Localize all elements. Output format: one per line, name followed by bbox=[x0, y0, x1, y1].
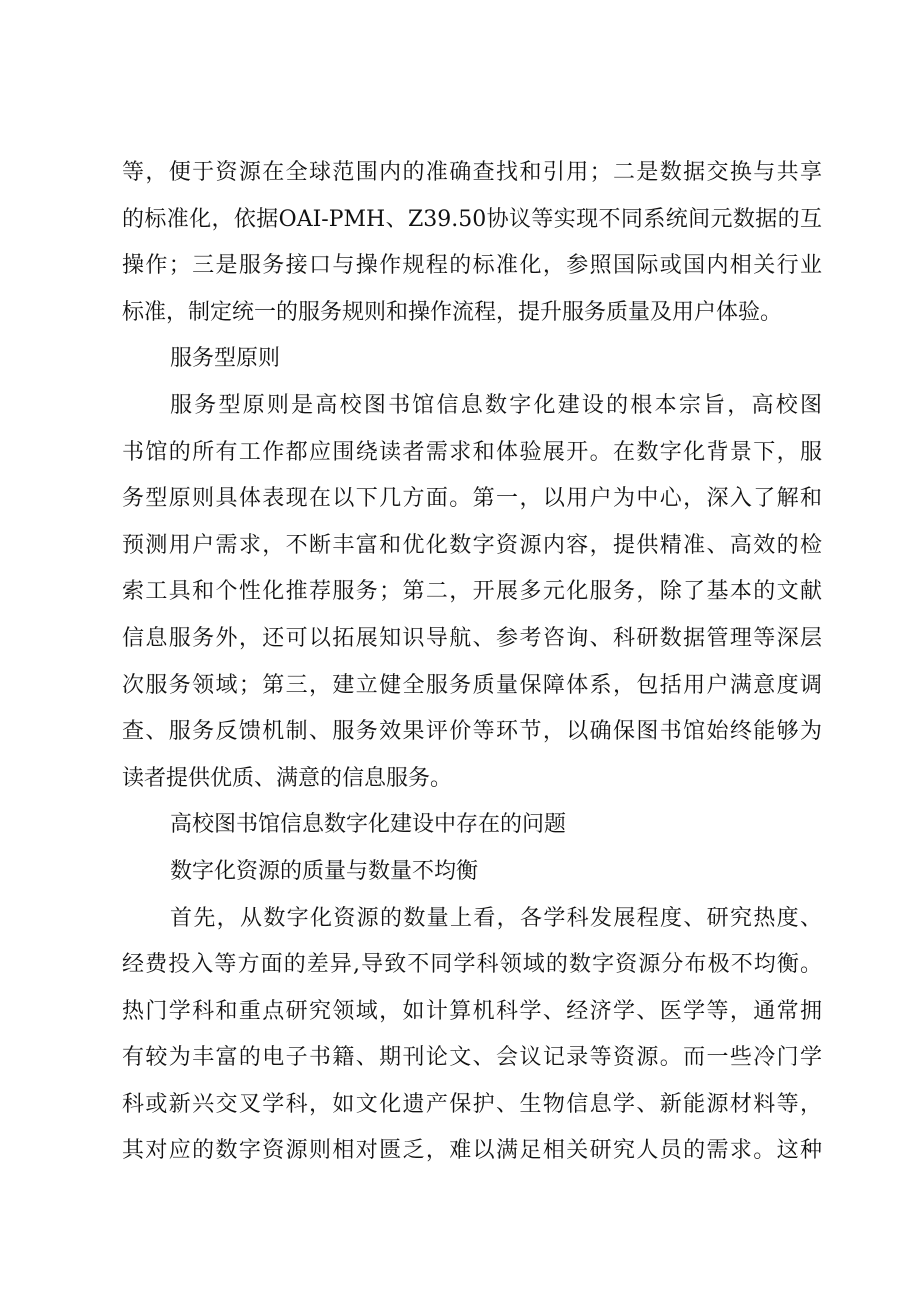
text-line: 经费投入等方面的差异,导致不同学科领域的数字资源分布极不均衡。 bbox=[122, 952, 822, 978]
text-line: 服务型原则是高校图书馆信息数字化建设的根本宗旨，高校图 bbox=[170, 392, 822, 418]
text-line: 标准，制定统一的服务规则和操作流程，提升服务质量及用户体验。 bbox=[122, 299, 783, 325]
text-line: 的标准化，依据OAI-PMH、Z39.50协议等实现不同系统间元数据的互 bbox=[122, 206, 822, 232]
text-line: 科或新兴交叉学科，如文化遗产保护、生物信息学、新能源材料等， bbox=[122, 1091, 822, 1117]
text-line: 热门学科和重点研究领域，如计算机科学、经济学、医学等，通常拥 bbox=[122, 998, 822, 1024]
text-line: 索工具和个性化推荐服务；第二，开展多元化服务，除了基本的文献 bbox=[122, 579, 822, 605]
text-line: 其对应的数字资源则相对匮乏，难以满足相关研究人员的需求。这种 bbox=[122, 1138, 822, 1164]
paragraph bbox=[122, 896, 822, 1176]
text-line: 读者提供优质、满意的信息服务。 bbox=[122, 765, 453, 791]
document-body bbox=[122, 150, 822, 1175]
section-heading: 服务型原则 bbox=[170, 346, 281, 372]
text-line: 信息服务外，还可以拓展知识导航、参考咨询、科研数据管理等深层 bbox=[122, 625, 822, 651]
text-line: 等，便于资源在全球范围内的准确查找和引用；二是数据交换与共享 bbox=[122, 160, 822, 185]
text-line: 务型原则具体表现在以下几方面。第一，以用户为中心，深入了解和 bbox=[122, 486, 822, 512]
subsection-heading: 数字化资源的质量与数量不均衡 bbox=[170, 858, 479, 884]
text-line: 预测用户需求，不断丰富和优化数字资源内容，提供精准、高效的检 bbox=[122, 532, 822, 558]
paragraph bbox=[122, 383, 822, 802]
text-line: 书馆的所有工作都应围绕读者需求和体验展开。在数字化背景下，服 bbox=[122, 439, 822, 465]
text-line: 查、服务反馈机制、服务效果评价等环节，以确保图书馆始终能够为 bbox=[122, 719, 822, 745]
paragraph bbox=[122, 150, 822, 336]
section-heading: 高校图书馆信息数字化建设中存在的问题 bbox=[170, 812, 567, 838]
text-line: 操作；三是服务接口与操作规程的标准化，参照国际或国内相关行业 bbox=[122, 253, 822, 279]
text-line: 首先，从数字化资源的数量上看，各学科发展程度、研究热度、 bbox=[170, 905, 822, 931]
text-line: 有较为丰富的电子书籍、期刊论文、会议记录等资源。而一些冷门学 bbox=[122, 1045, 822, 1071]
text-line: 次服务领域；第三，建立健全服务质量保障体系，包括用户满意度调 bbox=[122, 672, 822, 698]
